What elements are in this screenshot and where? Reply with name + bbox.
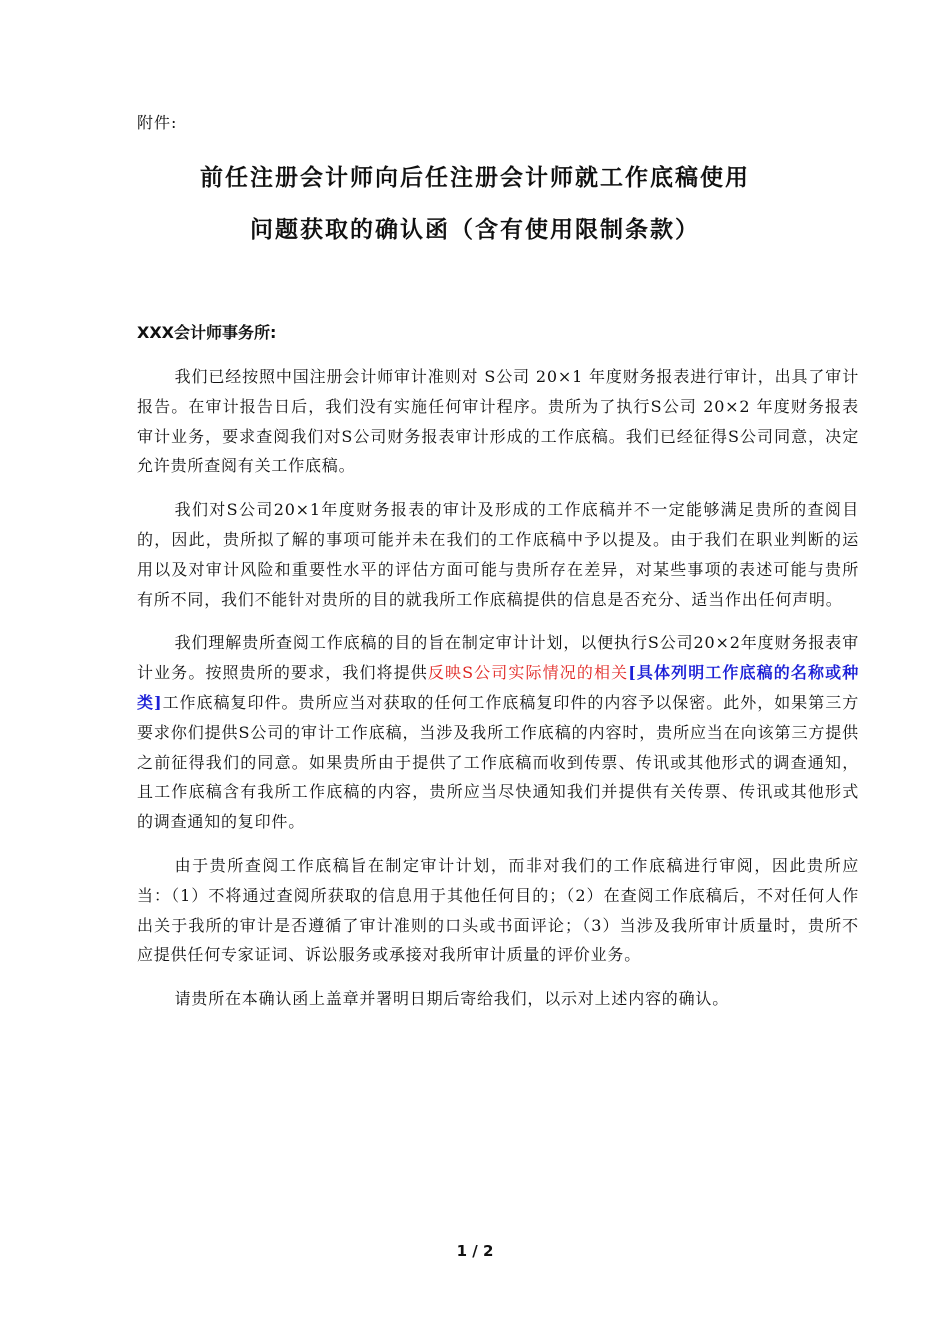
page-number: 1 / 2	[456, 1242, 494, 1260]
addressee: XXX会计师事务所:	[137, 323, 277, 342]
document-title-line-2: 问题获取的确认函（含有使用限制条款）	[250, 217, 700, 243]
paragraph-3	[137, 628, 859, 837]
paragraph-1: 我们已经按照中国注册会计师审计准则对 S公司 20×1 年度财务报表进行审计，出具了审计报告。在审计报告日后，我们没有实施任何审计程序。贵所为了执行S公司 20×2 年度财务报表审计业务，要求查阅我们对S公司财务报表审计形成的工作底稿。我们已经征得S公司同意，决定允许贵所查阅有关工作底稿。	[137, 367, 859, 476]
paragraph-4: 由于贵所查阅工作底稿旨在制定审计计划，而非对我们的工作底稿进行审阅，因此贵所应当：（1）不将通过查阅所获取的信息用于其他任何目的；（2）在查阅工作底稿后，不对任何人作出关于我所的审计是否遵循了审计准则的口头或书面评论；（3）当涉及我所审计质量时，贵所不应提供任何专家证词、诉讼服务或承接对我所审计质量的评价业务。	[137, 855, 859, 965]
paragraph-3-text-start: 我们理解贵所查阅工作底稿的目的旨在制定审计计划，以便执行S公司20×2年度财务报表审计业务。按照贵所的要求，我们将提供	[137, 633, 859, 683]
paragraph-2: 我们对S公司20×1年度财务报表的审计及形成的工作底稿并不一定能够满足贵所的查阅目的，因此，贵所拟了解的事项可能并未在我们的工作底稿中予以提及。由于我们在职业判断的运用以及对审计风险和重要性水平的评估方面可能与贵所存在差异，对某些事项的表述可能与贵所有所不同，我们不能针对贵所的目的就我所工作底稿提供的信息是否充分、适当作出任何声明。	[137, 500, 859, 609]
paragraph-3-text-end: 工作底稿复印件。贵所应当对获取的任何工作底稿复印件的内容予以保密。此外，如果第三方要求你们提供S公司的审计工作底稿，当涉及我所工作底稿的内容时，贵所应当在向该第三方提供之前征得我们的同意。如果贵所由于提供了工作底稿而收到传票、传讯或其他形式的调查通知，且工作底稿含有我所工作底稿的内容，贵所应当尽快通知我们并提供有关传票、传讯或其他形式的调查通知的复印件。	[137, 692, 860, 832]
document-title-line-1: 前任注册会计师向后任注册会计师就工作底稿使用	[200, 165, 750, 191]
letter-body	[137, 362, 859, 1028]
paragraph-3-blue-placeholder: [具体列明工作底稿的名称或种类]	[137, 663, 859, 712]
paragraph-3-red-highlight: 反映S公司实际情况的相关	[427, 663, 629, 683]
paragraph-5: 请贵所在本确认函上盖章并署明日期后寄给我们，以示对上述内容的确认。	[174, 989, 729, 1009]
attachment-label: 附件:	[137, 113, 178, 132]
